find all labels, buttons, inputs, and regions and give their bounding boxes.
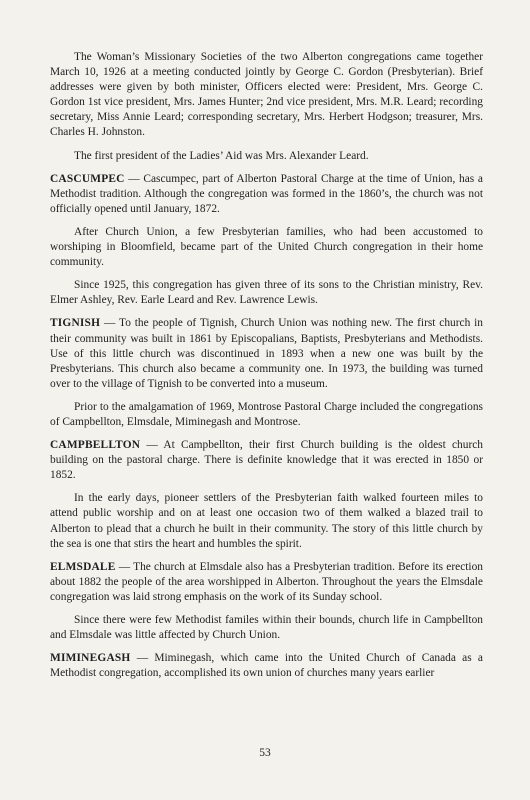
section-heading: TIGNISH xyxy=(50,317,101,330)
page-number: 53 xyxy=(259,747,271,759)
paragraph xyxy=(50,316,483,391)
section-heading: CASCUMPEC xyxy=(50,172,125,185)
paragraph-text: In the early days, pioneer settlers of the Presbyterian faith walked fourteen miles to attend public worship and on at least one occasion two of them walked a blazed trail to Alberton to plead that a church he built in their community. The story of this little church by the sea is one that stirs the heart and humbles the spirit. xyxy=(50,492,483,550)
paragraph-text: — Cascumpec, part of Alberton Pastoral Charge at the time of Union, has a Methodist tradition. Although the congregation was formed in the 1860’s, the church was not officially opened until January, 1872. xyxy=(50,172,483,215)
body-text xyxy=(50,50,483,681)
paragraph xyxy=(50,491,483,551)
paragraph xyxy=(50,50,483,141)
paragraph-text: Since there were few Methodist familes within their bounds, church life in Campbellton and Elmsdale was little affected by Church Union. xyxy=(50,614,483,642)
paragraph-text: — Miminegash, which came into the United Church of Canada as a Methodist congregation, accomplished its own union of churches many years earlier xyxy=(50,652,483,680)
paragraph-text: The first president of the Ladies’ Aid was Mrs. Alexander Leard. xyxy=(74,149,369,162)
paragraph-text: — The church at Elmsdale also has a Presbyterian tradition. Before its erection about 1882 the people of the area worshipped in Alberton. Throughout the years the Elmsdale congregation was laid strong emphasis on the work of its Sunday school. xyxy=(50,560,483,603)
section-heading: MIMINEGASH xyxy=(50,652,131,665)
section-heading: ELMSDALE xyxy=(50,560,116,573)
paragraph-text: — To the people of Tignish, Church Union was nothing new. The first church in their community was built in 1861 by Episcopalians, Baptists, Presbyterians and Methodists. Use of this little church was discontinued in 1893 when a new one was built by the Presbyterians. This church also became a community one. In 1973, the building was turned over to the village of Tignish to be converted into a museum. xyxy=(50,317,483,390)
paragraph xyxy=(50,149,483,164)
paragraph-text: Since 1925, this congregation has given three of its sons to the Christian ministry, Rev. Elmer Ashley, Rev. Earle Leard and Rev. Lawrence Lewis. xyxy=(50,279,483,307)
paragraph-text: — At Campbellton, their first Church building is the oldest church building on the pastoral charge. There is definite knowledge that it was erected in 1850 or 1852. xyxy=(50,439,483,482)
paragraph xyxy=(50,172,483,217)
paragraph xyxy=(50,651,483,681)
paragraph xyxy=(50,560,483,605)
paragraph xyxy=(50,438,483,483)
paragraph xyxy=(50,613,483,643)
paragraph-text: Prior to the amalgamation of 1969, Montrose Pastoral Charge included the congregations of Campbellton, Elmsdale, Miminegash and Montrose. xyxy=(50,400,483,428)
paragraph xyxy=(50,225,483,270)
paragraph xyxy=(50,400,483,430)
paragraph-text: The Woman’s Missionary Societies of the two Alberton congregations came together March 10, 1926 at a meeting conducted jointly by George C. Gordon (Presbyterian). Brief addresses were given by both minister, Officers elected were: President, Mrs. George C. Gordon 1st vice president, Mrs. James Hunter; 2nd vice president, Mrs. M.R. Leard; recording secretary, Miss Annie Leard; corresponding secretary, Mrs. Herbert Hodgson; treasurer, Mrs. Charles H. Johnston. xyxy=(50,51,483,139)
paragraph-text: After Church Union, a few Presbyterian families, who had been accustomed to worshiping in Bloomfield, became part of the United Church congregation in their home community. xyxy=(50,225,483,269)
section-heading: CAMPBELLTON xyxy=(50,439,141,452)
paragraph xyxy=(50,278,483,308)
